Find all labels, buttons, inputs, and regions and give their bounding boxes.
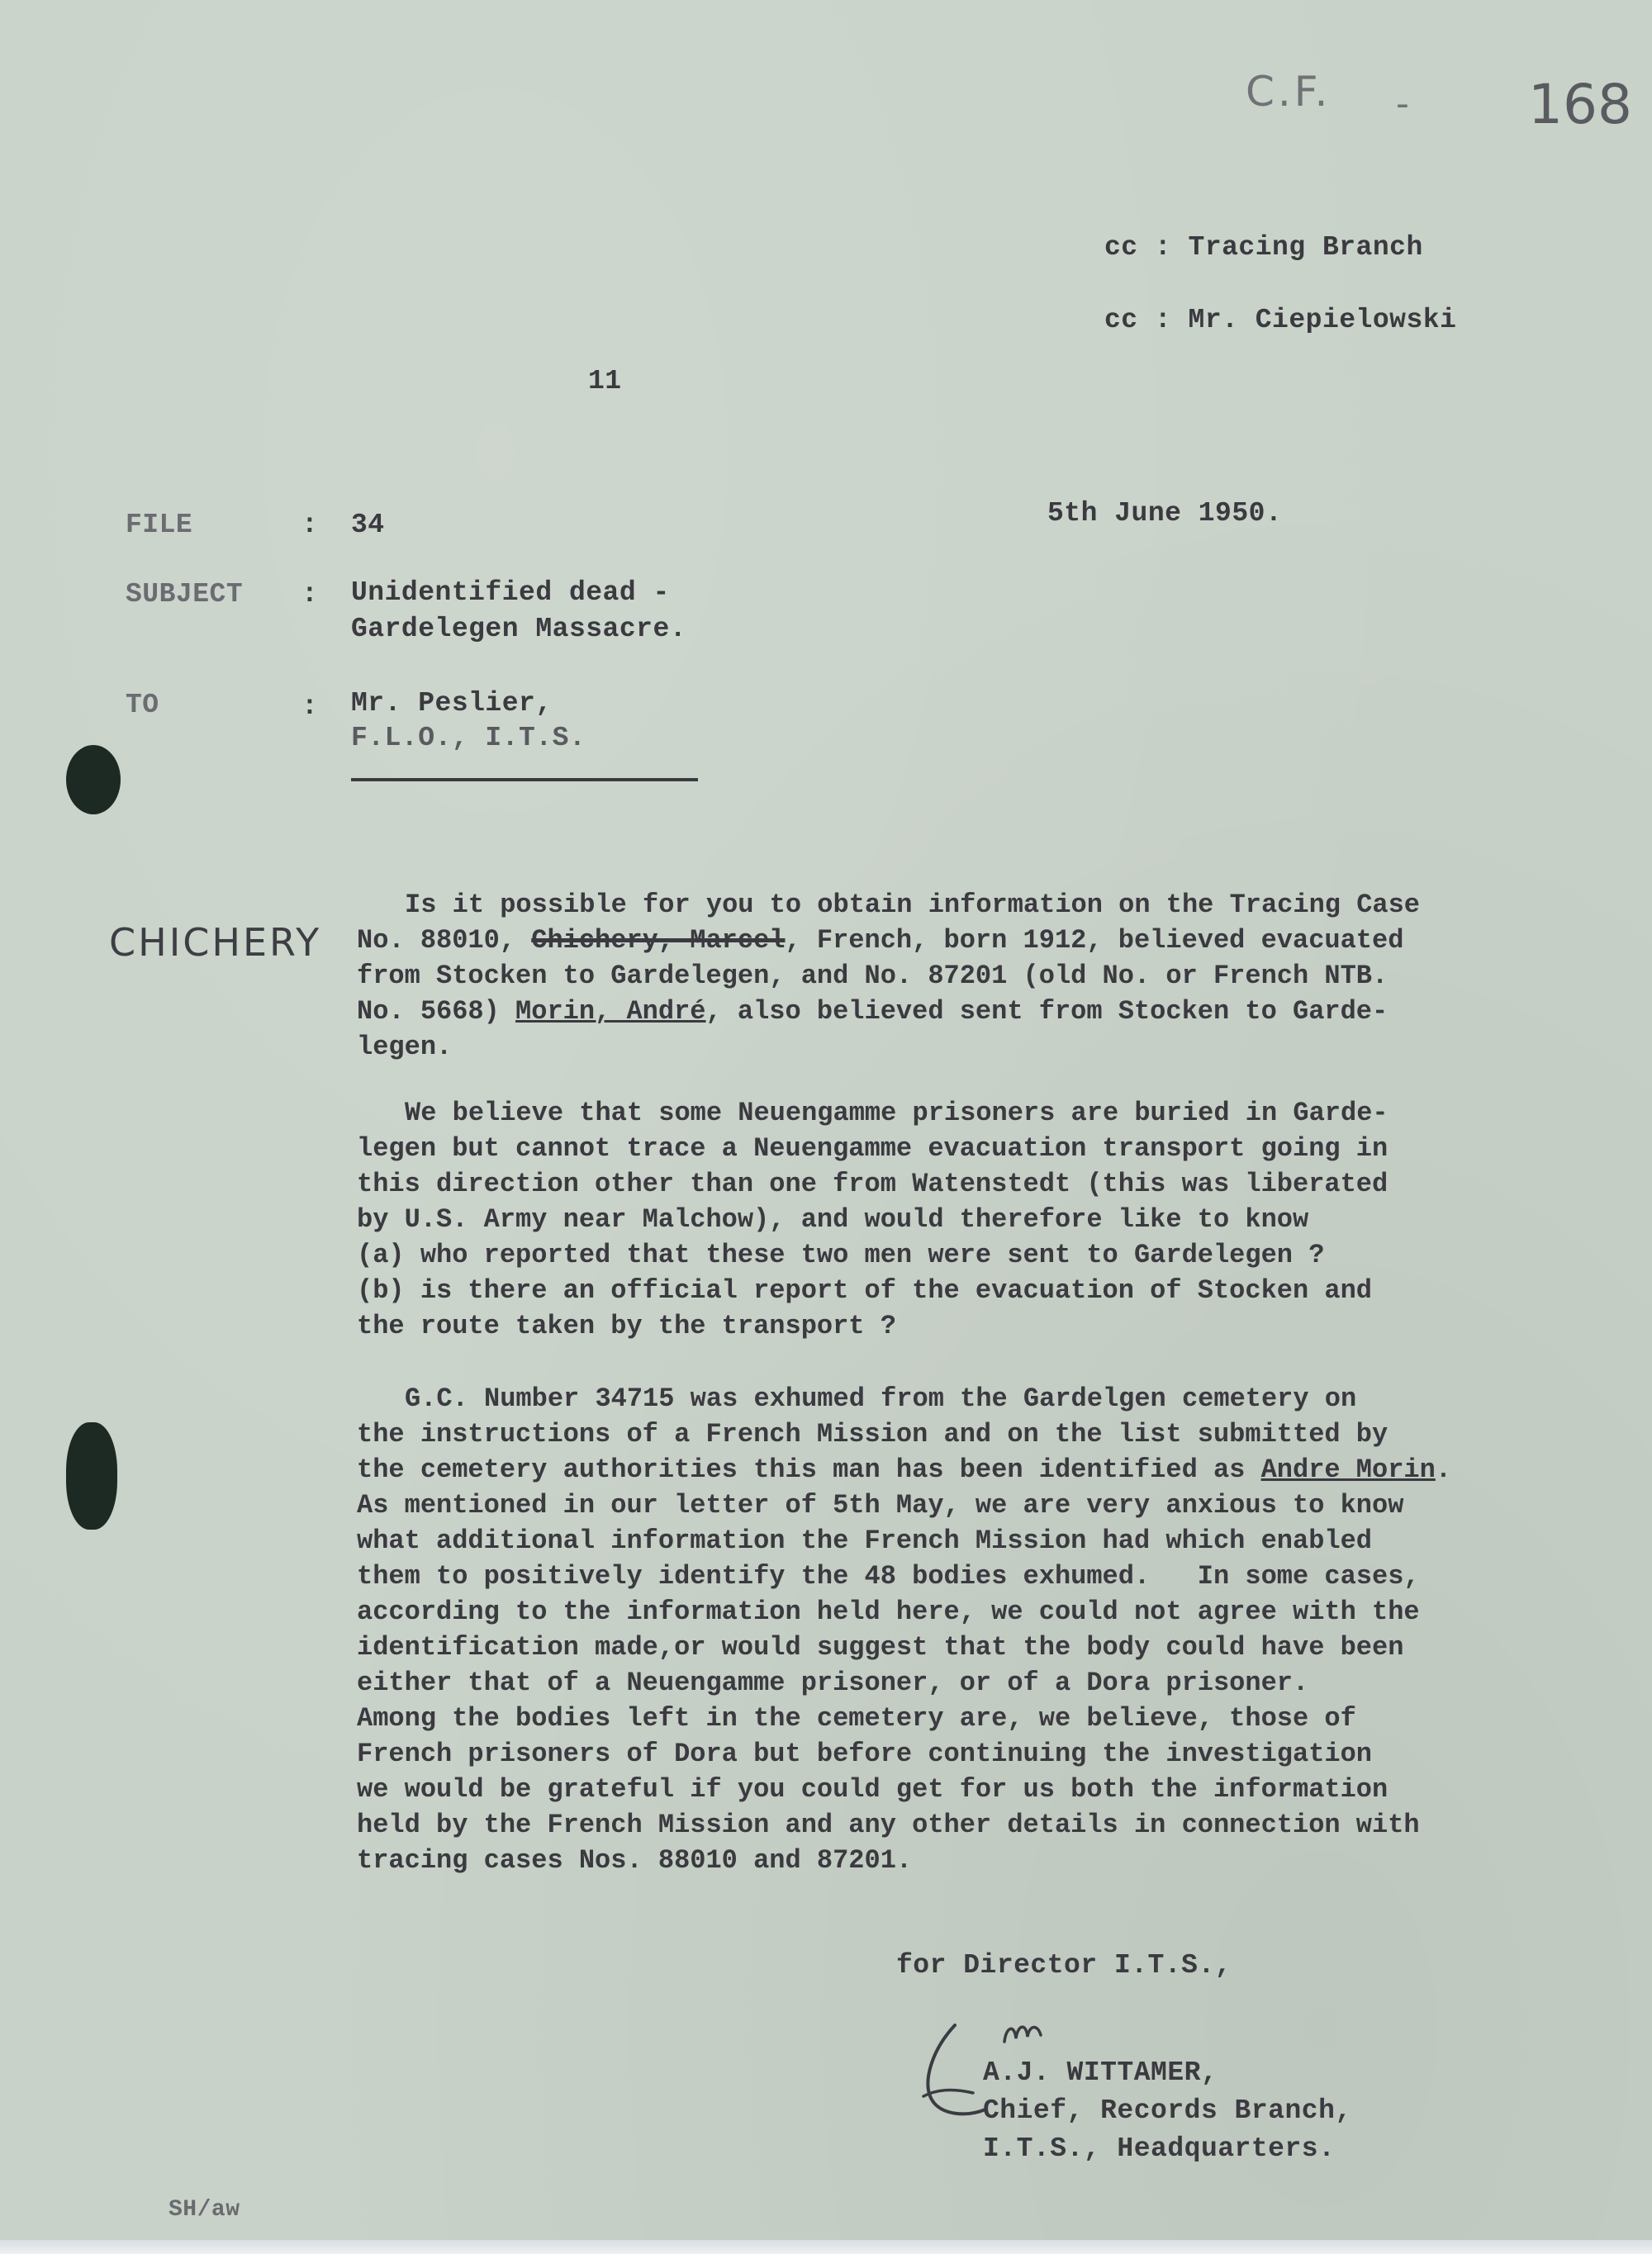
paragraph-3-line: them to positively identify the 48 bodies exhumed. In some cases, [357,1561,1420,1592]
reference-initials: SH/aw [169,2197,240,2223]
signatory-name: A.J. WITTAMER, [983,2057,1218,2088]
page-number-annotation: 168 [1528,73,1632,136]
period-text: . [1435,1454,1452,1485]
case-detail-text: , also believed sent from Stocken to Garde- [705,996,1389,1027]
subject-label: SUBJECT [126,579,244,610]
to-label: TO [126,690,159,720]
paragraph-2-line: (a) who reported that these two men were sent to Gardelegen ? [357,1240,1325,1270]
cf-annotation: C.F. [1246,68,1332,116]
to-line-1: Mr. Peslier, [351,688,553,719]
paragraph-1-line [357,923,1546,958]
paragraph-3-line: Among the bodies left in the cemetery are, we believe, those of [357,1703,1356,1734]
reference-number: 11 [588,366,622,396]
paragraph-2-line: the route taken by the transport ? [357,1311,896,1341]
file-separator: : [301,510,319,540]
paragraph-1-line: legen. [357,1032,453,1062]
file-label: FILE [126,510,193,540]
dash-annotation: - [1396,83,1409,125]
to-separator: : [301,691,319,722]
paragraph-3-line: G.C. Number 34715 was exhumed from the Gardelgen cemetery on [405,1383,1357,1414]
subject-line-1: Unidentified dead - [351,577,670,608]
letter-date: 5th June 1950. [1047,498,1283,529]
subject-separator: : [301,579,319,610]
struck-name-chichery: Chichery, Marcel [531,925,786,956]
paragraph-3 [357,1381,1546,1878]
address-underline [351,778,698,781]
paragraph-2-line: We believe that some Neuengamme prisoners are buried in Garde- [405,1098,1389,1128]
for-director-line: for Director I.T.S., [896,1950,1232,1981]
paragraph-3-line: As mentioned in our letter of 5th May, we are very anxious to know [357,1490,1404,1521]
cc-line-ciepielowski: cc : Mr. Ciepielowski [1104,305,1457,335]
cc-line-tracing: cc : Tracing Branch [1104,232,1423,263]
case-number-text: No. 88010, [357,925,532,956]
paragraph-3-line: identification made,or would suggest that the body could have been [357,1632,1404,1663]
paragraph-1-line: Is it possible for you to obtain information on the Tracing Case [405,890,1420,920]
paragraph-3-line: tracing cases Nos. 88010 and 87201. [357,1845,913,1876]
page-bottom-edge [0,2240,1652,2254]
paragraph-3-line: according to the information held here, we could not agree with the [357,1597,1420,1627]
paragraph-2-line: by U.S. Army near Malchow), and would therefore like to know [357,1204,1309,1235]
paragraph-3-line: the instructions of a French Mission and on the list submitted by [357,1419,1389,1450]
paragraph-1 [357,887,1546,1065]
paragraph-3-line: either that of a Neuengamme prisoner, or of a Dora prisoner. [357,1668,1309,1698]
paragraph-2-line: this direction other than one from Watenstedt (this was liberated [357,1169,1389,1199]
identification-text: the cemetery authorities this man has been identified as [357,1454,1261,1485]
margin-name-annotation: CHICHERY [109,920,322,965]
case-number-text: No. 5668) [357,996,516,1027]
file-value: 34 [351,510,385,540]
signatory-title: Chief, Records Branch, [983,2095,1352,2126]
paragraph-2-line: (b) is there an official report of the evacuation of Stocken and [357,1275,1372,1306]
to-line-2: F.L.O., I.T.S. [351,723,586,753]
underlined-name-morin: Morin, André [515,996,706,1027]
paragraph-2 [357,1095,1546,1344]
paragraph-3-line: French prisoners of Dora but before continuing the investigation [357,1739,1372,1769]
signatory-org: I.T.S., Headquarters. [983,2133,1336,2164]
paragraph-1-line: from Stocken to Gardelegen, and No. 87201 (old No. or French NTB. [357,961,1389,991]
subject-line-2: Gardelegen Massacre. [351,614,687,644]
paragraph-1-line [357,994,1546,1029]
paragraph-3-line [357,1452,1546,1488]
case-detail-text: , French, born 1912, believed evacuated [785,925,1404,956]
paragraph-3-line: we would be grateful if you could get for us both the information [357,1774,1389,1805]
paragraph-2-line: legen but cannot trace a Neuengamme evacuation transport going in [357,1133,1389,1164]
paragraph-3-line: what additional information the French Mission had which enabled [357,1526,1372,1556]
underlined-name-andre-morin: Andre Morin [1260,1454,1436,1485]
punch-hole-bottom [66,1422,117,1530]
paragraph-3-line: held by the French Mission and any other details in connection with [357,1810,1420,1840]
punch-hole-top [66,745,121,814]
